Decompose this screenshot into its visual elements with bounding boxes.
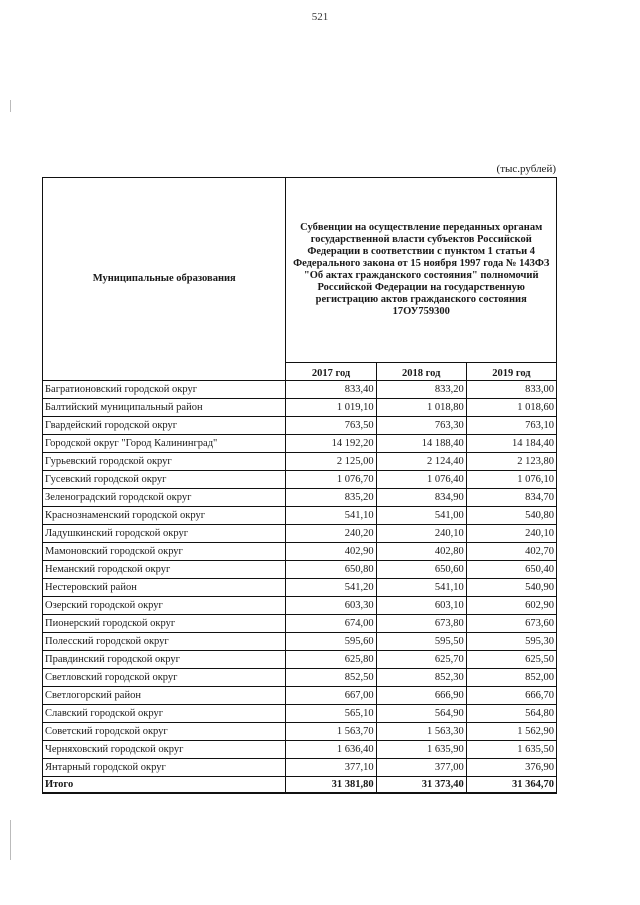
amount-cell: 1 018,60 (466, 399, 556, 417)
amount-cell: 240,10 (376, 525, 466, 543)
total-label: Итого (43, 777, 286, 794)
amount-cell: 376,90 (466, 759, 556, 777)
amount-cell: 603,30 (286, 597, 376, 615)
amount-cell: 402,90 (286, 543, 376, 561)
amount-cell: 835,20 (286, 489, 376, 507)
table-row (43, 687, 557, 705)
amount-cell: 673,80 (376, 615, 466, 633)
scan-edge-mark (10, 100, 11, 112)
municipality-name: Балтийский муниципальный район (43, 399, 286, 417)
amount-cell: 625,80 (286, 651, 376, 669)
table-row (43, 651, 557, 669)
amount-cell: 1 563,30 (376, 723, 466, 741)
table-row (43, 435, 557, 453)
amount-cell: 673,60 (466, 615, 556, 633)
amount-cell: 540,90 (466, 579, 556, 597)
amount-cell: 541,10 (376, 579, 466, 597)
year-header: 2018 год (376, 363, 466, 381)
subvention-table (42, 177, 557, 794)
header-subvention: Субвенции на осуществление переданных органам государственной власти субъектов Российской Федерации в соответствии с пунктом 1 статьи 4 Федерального закона от 15 ноября 1997 года № 143ФЗ "Об актах гражданского состояния" полномочий Российской Федерации на государственную регистрацию актов гражданского состояния 17ОУ759300 (286, 178, 557, 363)
scan-edge-mark (10, 820, 11, 860)
amount-cell: 650,40 (466, 561, 556, 579)
municipality-name: Багратионовский городской округ (43, 381, 286, 399)
municipality-name: Мамоновский городской округ (43, 543, 286, 561)
amount-cell: 595,30 (466, 633, 556, 651)
table-row (43, 579, 557, 597)
amount-cell: 833,20 (376, 381, 466, 399)
amount-cell: 1 018,80 (376, 399, 466, 417)
table-row (43, 525, 557, 543)
table-row (43, 633, 557, 651)
amount-cell: 240,10 (466, 525, 556, 543)
amount-cell: 602,90 (466, 597, 556, 615)
amount-cell: 541,00 (376, 507, 466, 525)
header-municipal: Муниципальные образования (43, 178, 286, 381)
amount-cell: 1 563,70 (286, 723, 376, 741)
municipality-name: Гурьевский городской округ (43, 453, 286, 471)
amount-cell: 834,70 (466, 489, 556, 507)
total-amount: 31 381,80 (286, 777, 376, 794)
municipality-name: Гвардейский городской округ (43, 417, 286, 435)
amount-cell: 1 076,40 (376, 471, 466, 489)
table-row (43, 597, 557, 615)
amount-cell: 240,20 (286, 525, 376, 543)
municipality-name: Гусевский городской округ (43, 471, 286, 489)
amount-cell: 1 635,50 (466, 741, 556, 759)
municipality-name: Полесский городской округ (43, 633, 286, 651)
table-row (43, 543, 557, 561)
table-row (43, 399, 557, 417)
table-row (43, 723, 557, 741)
amount-cell: 541,20 (286, 579, 376, 597)
table-body (43, 381, 557, 794)
amount-cell: 1 076,70 (286, 471, 376, 489)
amount-cell: 1 019,10 (286, 399, 376, 417)
municipality-name: Нестеровский район (43, 579, 286, 597)
municipality-name: Правдинский городской округ (43, 651, 286, 669)
amount-cell: 564,90 (376, 705, 466, 723)
amount-cell: 541,10 (286, 507, 376, 525)
amount-cell: 565,10 (286, 705, 376, 723)
total-amount: 31 373,40 (376, 777, 466, 794)
amount-cell: 402,70 (466, 543, 556, 561)
amount-cell: 595,60 (286, 633, 376, 651)
amount-cell: 667,00 (286, 687, 376, 705)
amount-cell: 14 184,40 (466, 435, 556, 453)
amount-cell: 595,50 (376, 633, 466, 651)
table-row (43, 741, 557, 759)
municipality-name: Зеленоградский городской округ (43, 489, 286, 507)
total-row (43, 777, 557, 794)
amount-cell: 1 076,10 (466, 471, 556, 489)
municipality-name: Пионерский городской округ (43, 615, 286, 633)
page-number: 521 (311, 11, 329, 23)
table-row (43, 705, 557, 723)
table-row (43, 471, 557, 489)
table-row (43, 417, 557, 435)
amount-cell: 666,70 (466, 687, 556, 705)
amount-cell: 625,70 (376, 651, 466, 669)
table-row (43, 759, 557, 777)
amount-cell: 763,30 (376, 417, 466, 435)
municipality-name: Краснознаменский городской округ (43, 507, 286, 525)
amount-cell: 763,50 (286, 417, 376, 435)
amount-cell: 603,10 (376, 597, 466, 615)
amount-cell: 2 123,80 (466, 453, 556, 471)
municipality-name: Черняховский городской округ (43, 741, 286, 759)
amount-cell: 650,60 (376, 561, 466, 579)
amount-cell: 833,00 (466, 381, 556, 399)
municipality-name: Славский городской округ (43, 705, 286, 723)
table-row (43, 381, 557, 399)
amount-cell: 852,50 (286, 669, 376, 687)
year-header: 2017 год (286, 363, 376, 381)
table-row (43, 453, 557, 471)
total-amount: 31 364,70 (466, 777, 556, 794)
amount-cell: 14 192,20 (286, 435, 376, 453)
amount-cell: 650,80 (286, 561, 376, 579)
municipality-name: Городской округ "Город Калининград" (43, 435, 286, 453)
amount-cell: 1 635,90 (376, 741, 466, 759)
amount-cell: 377,10 (286, 759, 376, 777)
table-row (43, 507, 557, 525)
municipality-name: Советский городской округ (43, 723, 286, 741)
table-row (43, 561, 557, 579)
municipality-name: Янтарный городской округ (43, 759, 286, 777)
table-row (43, 615, 557, 633)
amount-cell: 14 188,40 (376, 435, 466, 453)
municipality-name: Озерский городской округ (43, 597, 286, 615)
amount-cell: 402,80 (376, 543, 466, 561)
amount-cell: 763,10 (466, 417, 556, 435)
amount-cell: 852,00 (466, 669, 556, 687)
amount-cell: 377,00 (376, 759, 466, 777)
table-row (43, 489, 557, 507)
amount-cell: 833,40 (286, 381, 376, 399)
amount-cell: 834,90 (376, 489, 466, 507)
amount-cell: 540,80 (466, 507, 556, 525)
municipality-name: Светлогорский район (43, 687, 286, 705)
municipality-name: Ладушкинский городской округ (43, 525, 286, 543)
amount-cell: 2 124,40 (376, 453, 466, 471)
amount-cell: 1 562,90 (466, 723, 556, 741)
units-label: (тыс.рублей) (496, 163, 556, 175)
amount-cell: 2 125,00 (286, 453, 376, 471)
amount-cell: 1 636,40 (286, 741, 376, 759)
municipality-name: Неманский городской округ (43, 561, 286, 579)
year-header: 2019 год (466, 363, 556, 381)
amount-cell: 674,00 (286, 615, 376, 633)
municipality-name: Светловский городской округ (43, 669, 286, 687)
table-row (43, 669, 557, 687)
amount-cell: 625,50 (466, 651, 556, 669)
amount-cell: 666,90 (376, 687, 466, 705)
amount-cell: 852,30 (376, 669, 466, 687)
amount-cell: 564,80 (466, 705, 556, 723)
